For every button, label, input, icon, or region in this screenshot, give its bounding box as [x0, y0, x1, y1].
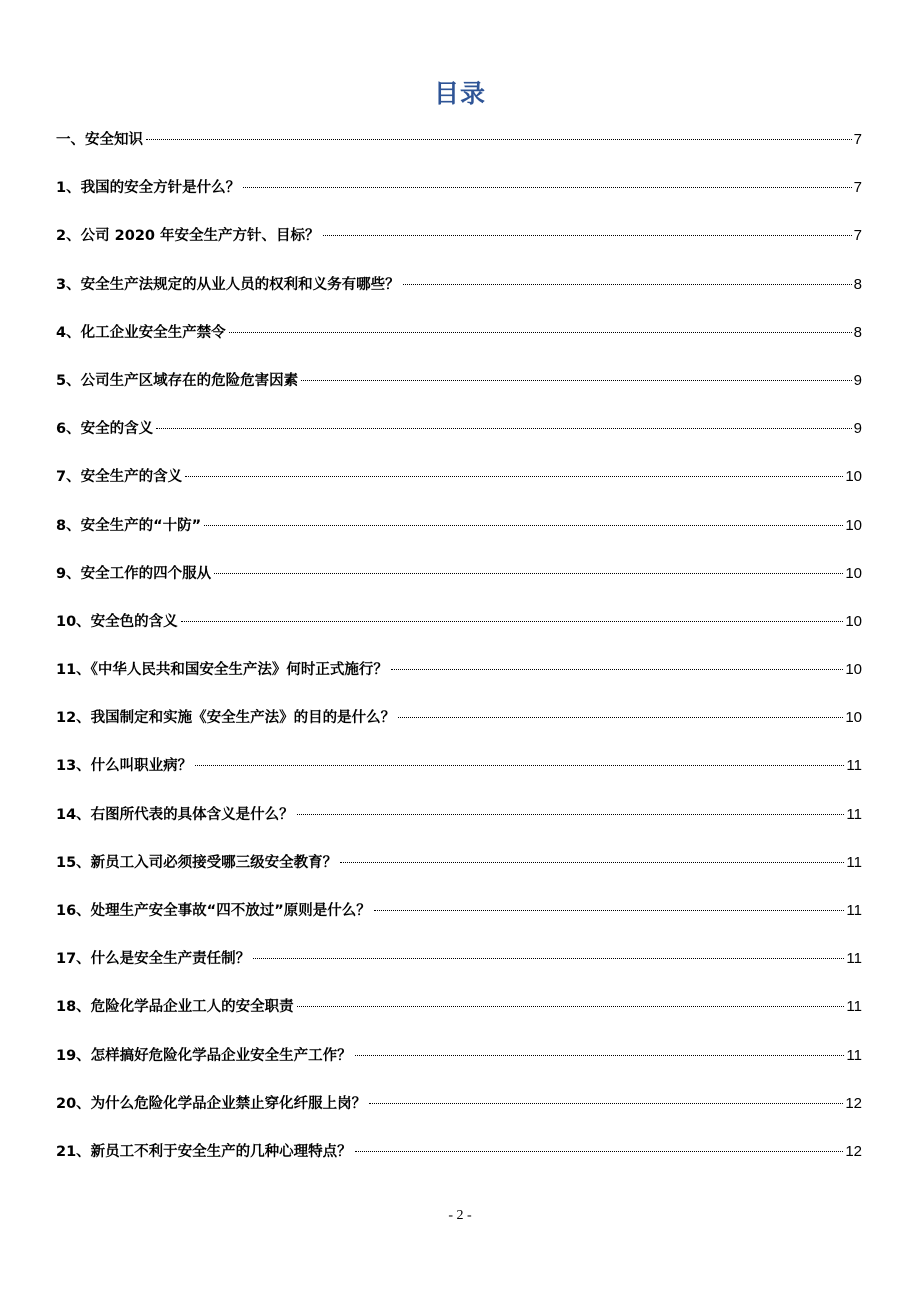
- toc-entry-text: 17、什么是安全生产责任制？: [56, 951, 251, 968]
- toc-dot-leader: [229, 332, 852, 333]
- toc-dot-leader: [301, 380, 852, 381]
- toc-dot-leader: [204, 525, 843, 526]
- toc-entry-text: 21、新员工不利于安全生产的几种心理特点？: [56, 1143, 352, 1160]
- toc-dot-leader: [340, 862, 844, 863]
- toc-entry[interactable]: [56, 266, 862, 314]
- toc-entry[interactable]: [56, 410, 862, 458]
- toc-entry[interactable]: [56, 362, 862, 410]
- toc-page-number: 8: [853, 323, 862, 341]
- toc-page-number: 7: [853, 227, 862, 245]
- toc-page-number: 11: [846, 950, 862, 968]
- toc-page-number: 11: [846, 902, 862, 919]
- toc-entry[interactable]: [56, 169, 862, 217]
- toc-page-number: 11: [846, 853, 862, 871]
- page-number-footer: - 2 -: [448, 1208, 472, 1223]
- toc-entry-text: 12、我国制定和实施《安全生产法》的目的是什么？: [56, 710, 396, 727]
- toc-entry[interactable]: [56, 458, 862, 506]
- toc-dot-leader: [253, 958, 844, 959]
- toc-entry[interactable]: [56, 121, 862, 169]
- toc-entry[interactable]: [56, 699, 862, 747]
- toc-entry-text: 一、安全知识: [56, 132, 143, 148]
- toc-entry[interactable]: [56, 555, 862, 603]
- toc-entry-text: 13、什么叫职业病？: [56, 758, 193, 775]
- toc-entry-text: 11、《中华人民共和国安全生产法》何时正式施行？: [56, 662, 388, 679]
- toc-dot-leader: [398, 717, 843, 718]
- toc-entry-text: 19、怎样搞好危险化学品企业安全生产工作？: [56, 1047, 352, 1064]
- table-of-contents: [56, 121, 862, 1181]
- page-title: 目录: [433, 79, 486, 108]
- toc-entry[interactable]: [56, 314, 862, 362]
- toc-entry[interactable]: [56, 1133, 862, 1181]
- toc-page-number: 10: [845, 612, 862, 630]
- toc-page-number: 10: [845, 564, 862, 582]
- toc-entry[interactable]: [56, 603, 862, 651]
- toc-page-number: 7: [853, 131, 862, 148]
- toc-entry-text: 14、右图所代表的具体含义是什么？: [56, 806, 294, 823]
- toc-dot-leader: [243, 187, 852, 188]
- toc-page-number: 9: [853, 371, 862, 389]
- toc-entry-text: 8、安全生产的“十防”: [56, 517, 202, 534]
- toc-dot-leader: [181, 621, 844, 622]
- toc-page-number: 10: [845, 661, 862, 679]
- toc-page-number: 11: [846, 805, 862, 823]
- toc-entry-text: 10、安全色的含义: [56, 613, 178, 630]
- toc-entry-text: 7、安全生产的含义: [56, 469, 183, 486]
- toc-entry[interactable]: [56, 1037, 862, 1085]
- toc-dot-leader: [297, 814, 845, 815]
- toc-dot-leader: [355, 1151, 844, 1152]
- toc-entry-text: 3、安全生产法规定的从业人员的权利和义务有哪些？: [56, 276, 400, 293]
- toc-entry[interactable]: [56, 796, 862, 844]
- toc-entry-text: 16、处理生产安全事故“四不放过”原则是什么？: [56, 903, 371, 919]
- toc-dot-leader: [214, 573, 843, 574]
- toc-entry[interactable]: [56, 651, 862, 699]
- toc-page-number: 10: [845, 468, 862, 486]
- toc-dot-leader: [403, 284, 852, 285]
- toc-page-number: 7: [853, 179, 862, 197]
- toc-entry-text: 20、为什么危险化学品企业禁止穿化纤服上岗？: [56, 1095, 367, 1112]
- toc-entry-text: 15、新员工入司必须接受哪三级安全教育？: [56, 854, 338, 871]
- toc-dot-leader: [195, 765, 844, 766]
- toc-entry[interactable]: [56, 217, 862, 265]
- toc-dot-leader: [355, 1055, 845, 1056]
- toc-entry[interactable]: [56, 844, 862, 892]
- toc-page-number: 12: [845, 1142, 862, 1160]
- toc-entry-text: 6、安全的含义: [56, 421, 154, 438]
- toc-dot-leader: [185, 476, 843, 477]
- toc-entry-text: 9、安全工作的四个服从: [56, 565, 212, 582]
- toc-entry-text: 2、公司 2020 年安全生产方针、目标？: [56, 228, 320, 245]
- toc-page-number: 10: [845, 709, 862, 727]
- toc-entry[interactable]: [56, 747, 862, 795]
- toc-entry[interactable]: [56, 988, 862, 1036]
- toc-page-number: 11: [846, 998, 862, 1016]
- toc-dot-leader: [323, 235, 852, 236]
- toc-entry[interactable]: [56, 507, 862, 555]
- toc-page-number: 9: [853, 420, 862, 438]
- toc-page-number: 8: [853, 275, 862, 293]
- toc-dot-leader: [146, 139, 852, 140]
- toc-entry-text: 5、公司生产区域存在的危险危害因素: [56, 372, 299, 389]
- toc-page-number: 11: [846, 757, 862, 775]
- toc-dot-leader: [391, 669, 843, 670]
- toc-entry-text: 4、化工企业安全生产禁令: [56, 324, 226, 341]
- toc-entry[interactable]: [56, 892, 862, 940]
- toc-dot-leader: [297, 1006, 845, 1007]
- toc-dot-leader: [369, 1103, 843, 1104]
- toc-entry-text: 18、危险化学品企业工人的安全职责: [56, 999, 294, 1016]
- toc-entry-text: 1、我国的安全方针是什么？: [56, 180, 241, 197]
- toc-dot-leader: [156, 428, 852, 429]
- toc-page-number: 11: [846, 1046, 862, 1064]
- toc-entry[interactable]: [56, 1085, 862, 1133]
- toc-entry[interactable]: [56, 940, 862, 988]
- toc-dot-leader: [374, 910, 845, 911]
- toc-page-number: 10: [845, 516, 862, 534]
- toc-page-number: 12: [845, 1094, 862, 1112]
